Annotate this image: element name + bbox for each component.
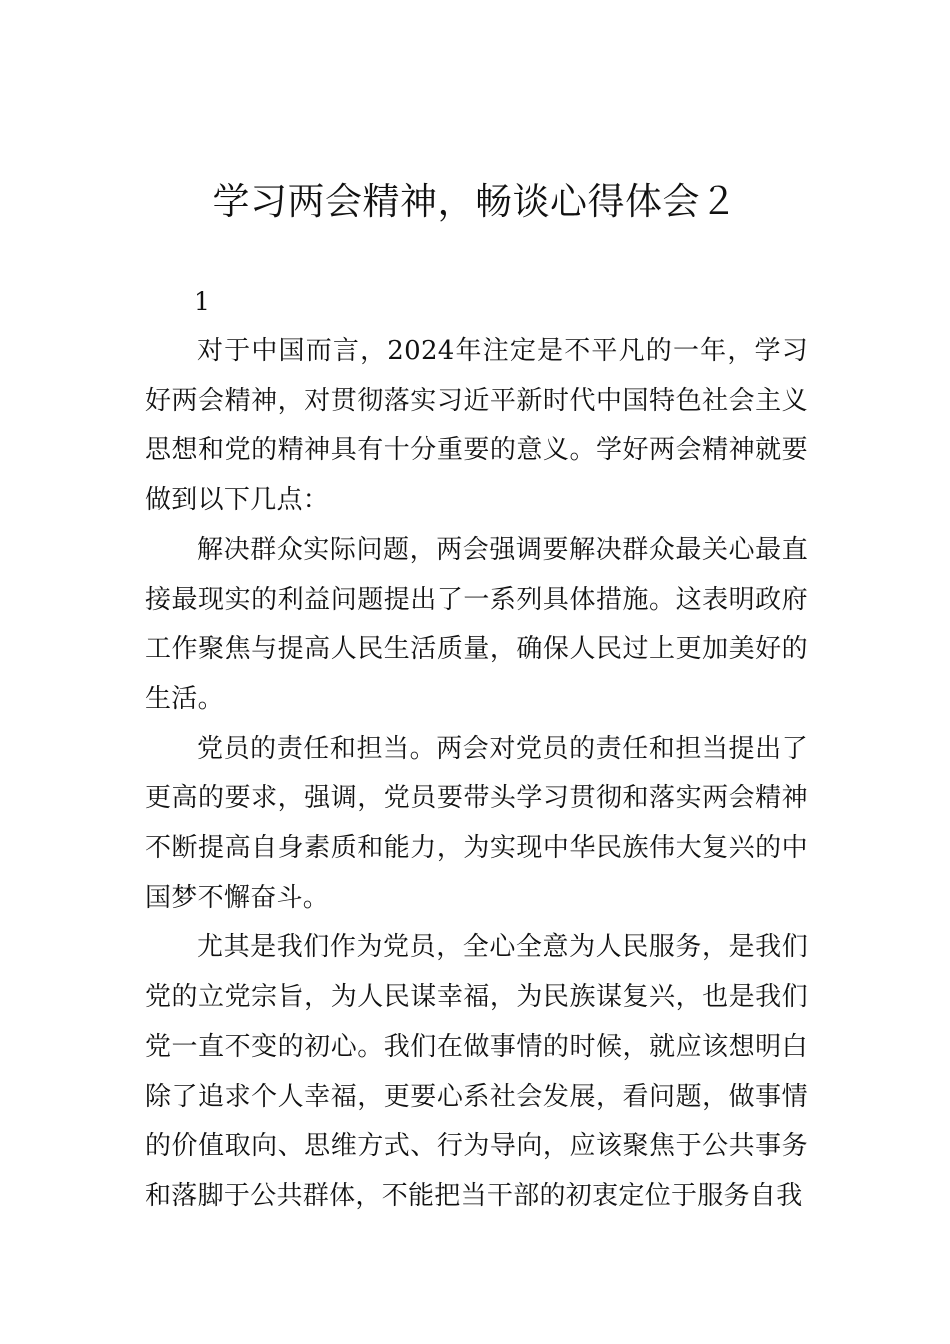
document-body bbox=[145, 327, 808, 1222]
document-title: 学习两会精神，畅谈心得体会２ bbox=[212, 180, 738, 223]
paragraph-4: 尤其是我们作为党员，全心全意为人民服务，是我们党的立党宗旨，为人民谋幸福，为民族谋复兴，也是我们党一直不变的初心。我们在做事情的时候，就应该想明白除了追求个人幸福，更要心系社会发展，看问题，做事情的价值取向、思维方式、行为导向，应该聚焦于公共事务和落脚于公共群体，不能把当干部的初衷定位于服务自我 bbox=[145, 932, 808, 1211]
page-number: 1 bbox=[194, 287, 210, 316]
paragraph-3: 党员的责任和担当。两会对党员的责任和担当提出了更高的要求，强调，党员要带头学习贯彻和落实两会精神不断提高自身素质和能力，为实现中华民族伟大复兴的中国梦不懈奋斗。 bbox=[145, 733, 808, 913]
paragraph-1: 对于中国而言，2024年注定是不平凡的一年，学习好两会精神，对贯彻落实习近平新时代中国特色社会主义思想和党的精神具有十分重要的意义。学好两会精神就要做到以下几点： bbox=[145, 336, 808, 516]
paragraph-2: 解决群众实际问题，两会强调要解决群众最关心最直接最现实的利益问题提出了一系列具体措施。这表明政府工作聚焦与提高人民生活质量，确保人民过上更加美好的生活。 bbox=[145, 534, 808, 714]
